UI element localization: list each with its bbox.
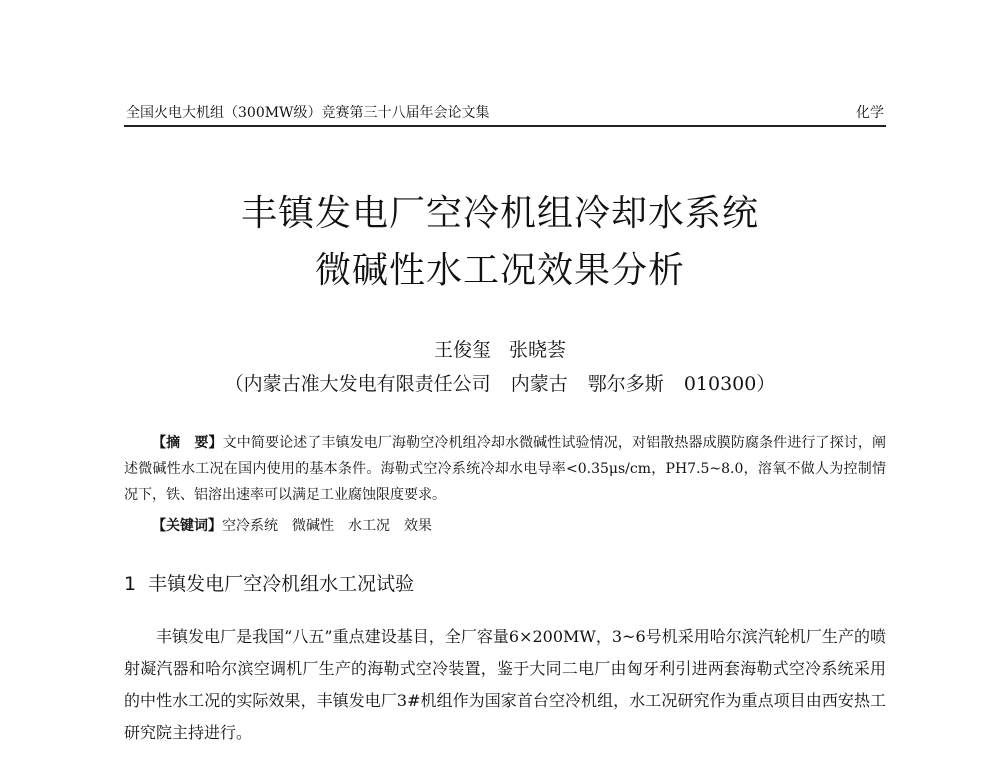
keyword: 效果 [404, 518, 432, 534]
affiliation-postcode: 010300 [683, 373, 757, 395]
keyword: 空冷系统 [222, 518, 278, 534]
abstract [124, 430, 886, 508]
author-list [0, 337, 1000, 363]
header-section-label: 化学 [856, 105, 884, 121]
affiliation-city: 鄂尔多斯 [587, 373, 664, 395]
section-number: 1 [124, 573, 137, 595]
section-title: 丰镇发电厂空冷机组水工况试验 [148, 573, 415, 595]
running-header [124, 103, 886, 127]
author-name: 张晓荟 [509, 339, 567, 361]
keyword: 微碱性 [292, 518, 334, 534]
body-paragraph: 丰镇发电厂是我国“八五”重点建设基目，全厂容量6×200MW，3~6号机采用哈尔滨汽轮机厂生产的喷射凝汽器和哈尔滨空调机厂生产的海勒式空冷装置，鉴于大同二电厂由匈牙利引进两套海勒式空冷系统采用的中性水工况的实际效果，丰镇发电厂3#机组作为国家首台空冷机组，水工况研究作为重点项目由西安热工研究院主持进行。 [124, 627, 886, 742]
header-proceedings-title: 全国火电大机组（300MW级）竞赛第三十八届年会论文集 [126, 105, 490, 121]
affiliation-open-paren: （ [224, 373, 244, 395]
abstract-text: 文中简要论述了丰镇发电厂海勒空冷机组冷却水微碱性试验情况，对铝散热器成膜防腐条件进行了探讨，阐述微碱性水工况在国内使用的基本条件。海勒式空冷系统冷却水电导率<0.35μs/cm，PH7.5~8.0，溶氧不做人为控制情况下，铁、铝溶出速率可以满足工业腐蚀限度要求。 [124, 435, 887, 503]
paper-title-line-2: 微碱性水工况效果分析 [314, 250, 685, 291]
body-text [124, 621, 886, 749]
keywords-label: 【关键词】 [152, 518, 222, 534]
keywords [124, 513, 886, 539]
author-affiliation [0, 371, 1000, 397]
affiliation-close-paren: ） [756, 373, 776, 395]
section-heading [124, 571, 886, 597]
paper-title-line-1: 丰镇发电厂空冷机组冷却水系统 [240, 193, 759, 234]
affiliation-organization: 内蒙古准大发电有限责任公司 [243, 373, 491, 395]
abstract-label: 【摘 要】 [152, 435, 223, 451]
author-name: 王俊玺 [433, 339, 491, 361]
affiliation-region: 内蒙古 [510, 373, 568, 395]
keyword: 水工况 [348, 518, 390, 534]
